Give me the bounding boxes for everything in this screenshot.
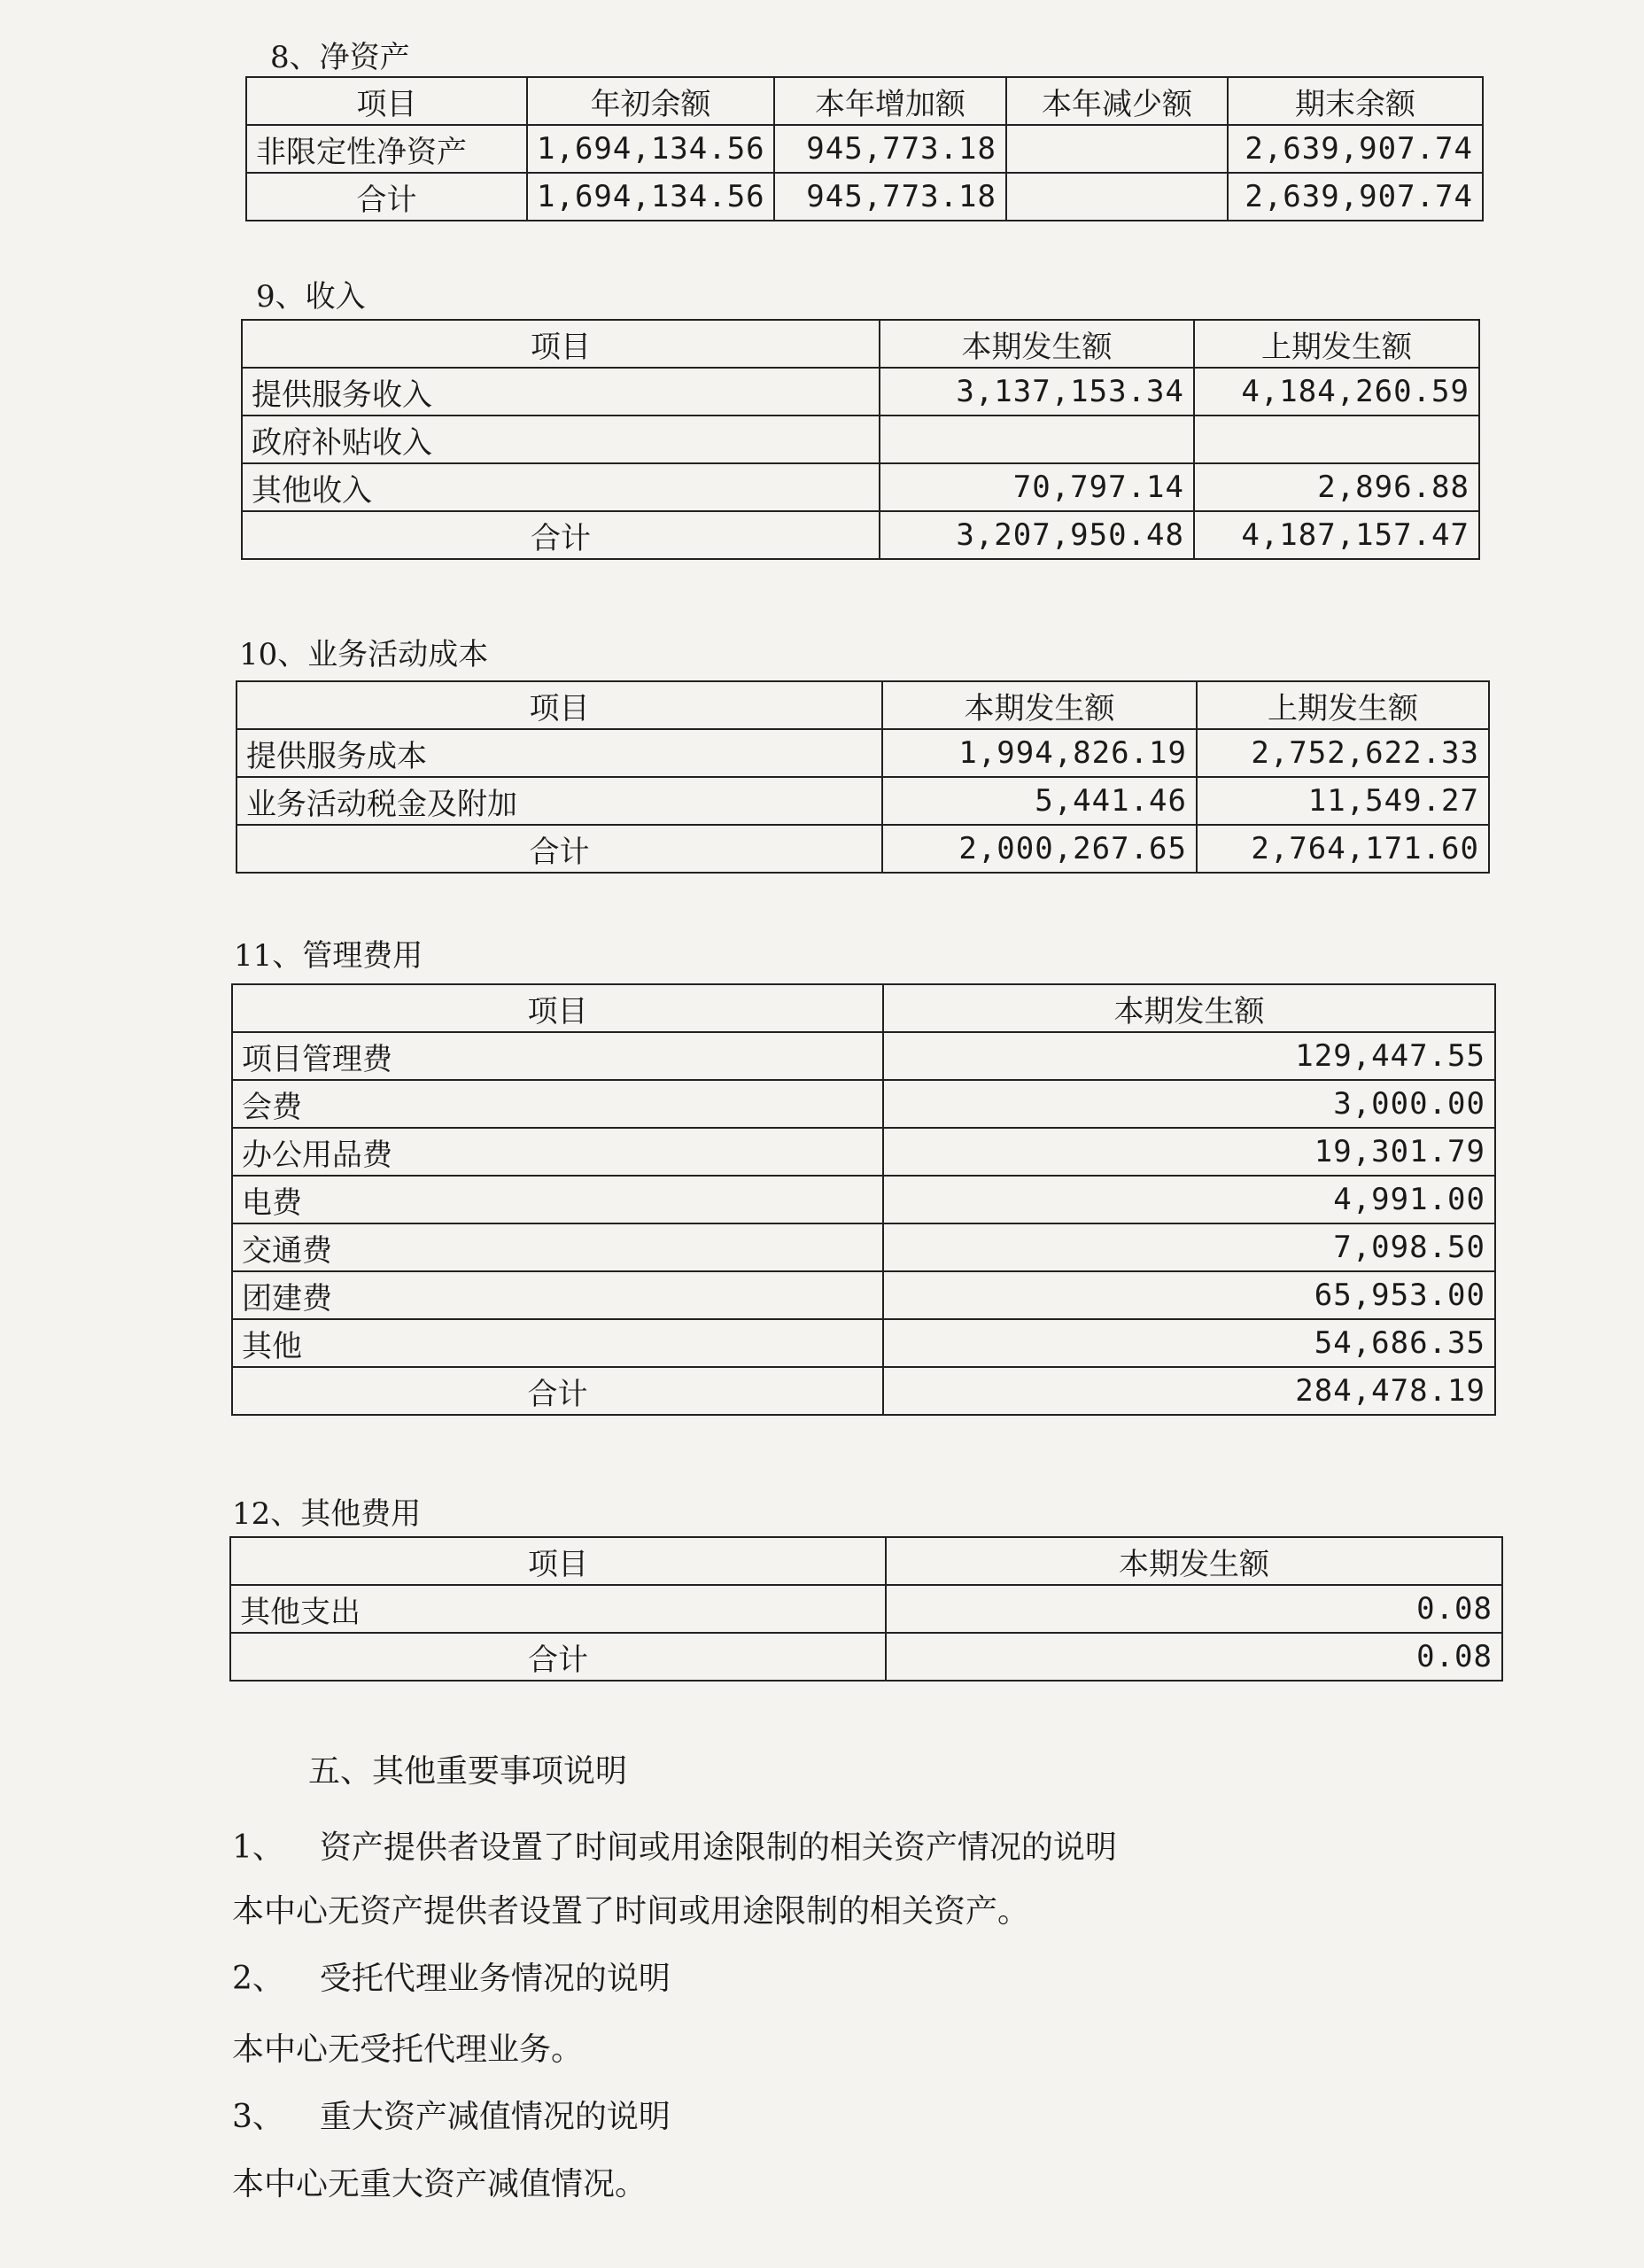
- row-label: 团建费: [232, 1271, 883, 1319]
- value-cell: 3,207,950.48: [880, 511, 1194, 559]
- header-cell: 上期发生额: [1194, 320, 1479, 368]
- section-title-net-assets: 8、净资产: [270, 40, 410, 75]
- row-label: 非限定性净资产: [246, 125, 527, 173]
- table-row: [232, 1176, 1495, 1223]
- row-label: 合计: [237, 825, 882, 873]
- value-cell: 70,797.14: [880, 463, 1194, 511]
- row-label: 合计: [232, 1367, 883, 1415]
- value-cell: 5,441.46: [882, 777, 1197, 825]
- value-cell: 4,187,157.47: [1194, 511, 1479, 559]
- note-item-body: 本中心无受托代理业务。: [232, 2031, 584, 2068]
- row-label: 项目管理费: [232, 1032, 883, 1080]
- row-label: 合计: [242, 511, 880, 559]
- business-cost-table: [236, 680, 1490, 874]
- value-cell: 19,301.79: [883, 1128, 1495, 1176]
- header-cell: 项目: [230, 1537, 886, 1585]
- section-title-business-cost: 10、业务活动成本: [239, 637, 489, 672]
- table-row: [232, 1128, 1495, 1176]
- value-cell: 0.08: [886, 1585, 1502, 1633]
- value-cell: 2,764,171.60: [1197, 825, 1489, 873]
- section-title-income: 9、收入: [256, 279, 366, 315]
- table-row: [230, 1585, 1502, 1633]
- table-row: [232, 1080, 1495, 1128]
- value-cell: 129,447.55: [883, 1032, 1495, 1080]
- row-label: 电费: [232, 1176, 883, 1223]
- value-cell: 945,773.18: [774, 125, 1006, 173]
- row-label: 其他收入: [242, 463, 880, 511]
- section-title-admin-expenses: 11、管理费用: [234, 938, 423, 974]
- table-row: [242, 416, 1479, 463]
- value-cell: 2,639,907.74: [1228, 173, 1483, 221]
- value-cell: 1,694,134.56: [527, 125, 774, 173]
- header-cell: 项目: [237, 681, 882, 729]
- row-label: 交通费: [232, 1223, 883, 1271]
- section-title-other-expenses: 12、其他费用: [232, 1496, 422, 1532]
- value-cell: 284,478.19: [883, 1367, 1495, 1415]
- note-item-body: 本中心无资产提供者设置了时间或用途限制的相关资产。: [232, 1893, 1030, 1930]
- notes-heading: 五、其他重要事项说明: [308, 1753, 628, 1790]
- row-label: 其他: [232, 1319, 883, 1367]
- table-row: [242, 463, 1479, 511]
- table-row-total: [242, 511, 1479, 559]
- note-item-body: 本中心无重大资产减值情况。: [232, 2166, 648, 2202]
- table-row-total: [232, 1367, 1495, 1415]
- row-label: 合计: [230, 1633, 886, 1681]
- value-cell: 945,773.18: [774, 173, 1006, 221]
- table-header-row: [246, 77, 1483, 125]
- note-title-text: 重大资产减值情况的说明: [319, 2099, 671, 2135]
- other-expenses-table: [229, 1536, 1503, 1682]
- row-label: 办公用品费: [232, 1128, 883, 1176]
- note-item-title: [232, 1963, 671, 1995]
- value-cell: 2,752,622.33: [1197, 729, 1489, 777]
- row-label: 提供服务成本: [237, 729, 882, 777]
- value-cell: 1,694,134.56: [527, 173, 774, 221]
- header-cell: 年初余额: [527, 77, 774, 125]
- value-cell: 7,098.50: [883, 1223, 1495, 1271]
- value-cell: 4,184,260.59: [1194, 368, 1479, 416]
- value-cell: [1006, 173, 1228, 221]
- value-cell: [880, 416, 1194, 463]
- note-title-text: 资产提供者设置了时间或用途限制的相关资产情况的说明: [319, 1829, 1117, 1866]
- value-cell: 3,000.00: [883, 1080, 1495, 1128]
- note-title-text: 受托代理业务情况的说明: [319, 1961, 671, 1997]
- table-row-total: [230, 1633, 1502, 1681]
- header-cell: 期末余额: [1228, 77, 1483, 125]
- table-row: [246, 125, 1483, 173]
- table-row: [232, 1319, 1495, 1367]
- header-cell: 项目: [232, 984, 883, 1032]
- value-cell: 2,000,267.65: [882, 825, 1197, 873]
- note-number: 3、: [232, 2099, 284, 2135]
- value-cell: 1,994,826.19: [882, 729, 1197, 777]
- table-header-row: [230, 1537, 1502, 1585]
- header-cell: 本年减少额: [1006, 77, 1228, 125]
- note-number: 1、: [232, 1829, 284, 1866]
- value-cell: 0.08: [886, 1633, 1502, 1681]
- admin-expenses-table: [231, 983, 1496, 1416]
- row-label: 提供服务收入: [242, 368, 880, 416]
- header-cell: 本期发生额: [882, 681, 1197, 729]
- row-label: 业务活动税金及附加: [237, 777, 882, 825]
- header-cell: 本期发生额: [886, 1537, 1502, 1585]
- note-item-title: [232, 1829, 1117, 1866]
- value-cell: 54,686.35: [883, 1319, 1495, 1367]
- header-cell: 本年增加额: [774, 77, 1006, 125]
- value-cell: 11,549.27: [1197, 777, 1489, 825]
- table-row: [237, 729, 1489, 777]
- table-row: [232, 1223, 1495, 1271]
- header-cell: 本期发生额: [883, 984, 1495, 1032]
- table-row: [237, 777, 1489, 825]
- header-cell: 上期发生额: [1197, 681, 1489, 729]
- header-cell: 项目: [246, 77, 527, 125]
- note-number: 2、: [232, 1961, 284, 1997]
- income-table: [241, 319, 1480, 560]
- header-cell: 本期发生额: [880, 320, 1194, 368]
- row-label: 会费: [232, 1080, 883, 1128]
- table-row: [232, 1032, 1495, 1080]
- table-row: [232, 1271, 1495, 1319]
- value-cell: [1194, 416, 1479, 463]
- table-header-row: [232, 984, 1495, 1032]
- value-cell: 4,991.00: [883, 1176, 1495, 1223]
- table-header-row: [242, 320, 1479, 368]
- header-cell: 项目: [242, 320, 880, 368]
- value-cell: [1006, 125, 1228, 173]
- value-cell: 2,639,907.74: [1228, 125, 1483, 173]
- row-label: 政府补贴收入: [242, 416, 880, 463]
- table-row-total: [237, 825, 1489, 873]
- table-header-row: [237, 681, 1489, 729]
- value-cell: 65,953.00: [883, 1271, 1495, 1319]
- row-label: 合计: [246, 173, 527, 221]
- table-row: [242, 368, 1479, 416]
- row-label: 其他支出: [230, 1585, 886, 1633]
- value-cell: 2,896.88: [1194, 463, 1479, 511]
- note-item-title: [232, 2101, 671, 2133]
- net-assets-table: [245, 76, 1484, 221]
- table-row-total: [246, 173, 1483, 221]
- value-cell: 3,137,153.34: [880, 368, 1194, 416]
